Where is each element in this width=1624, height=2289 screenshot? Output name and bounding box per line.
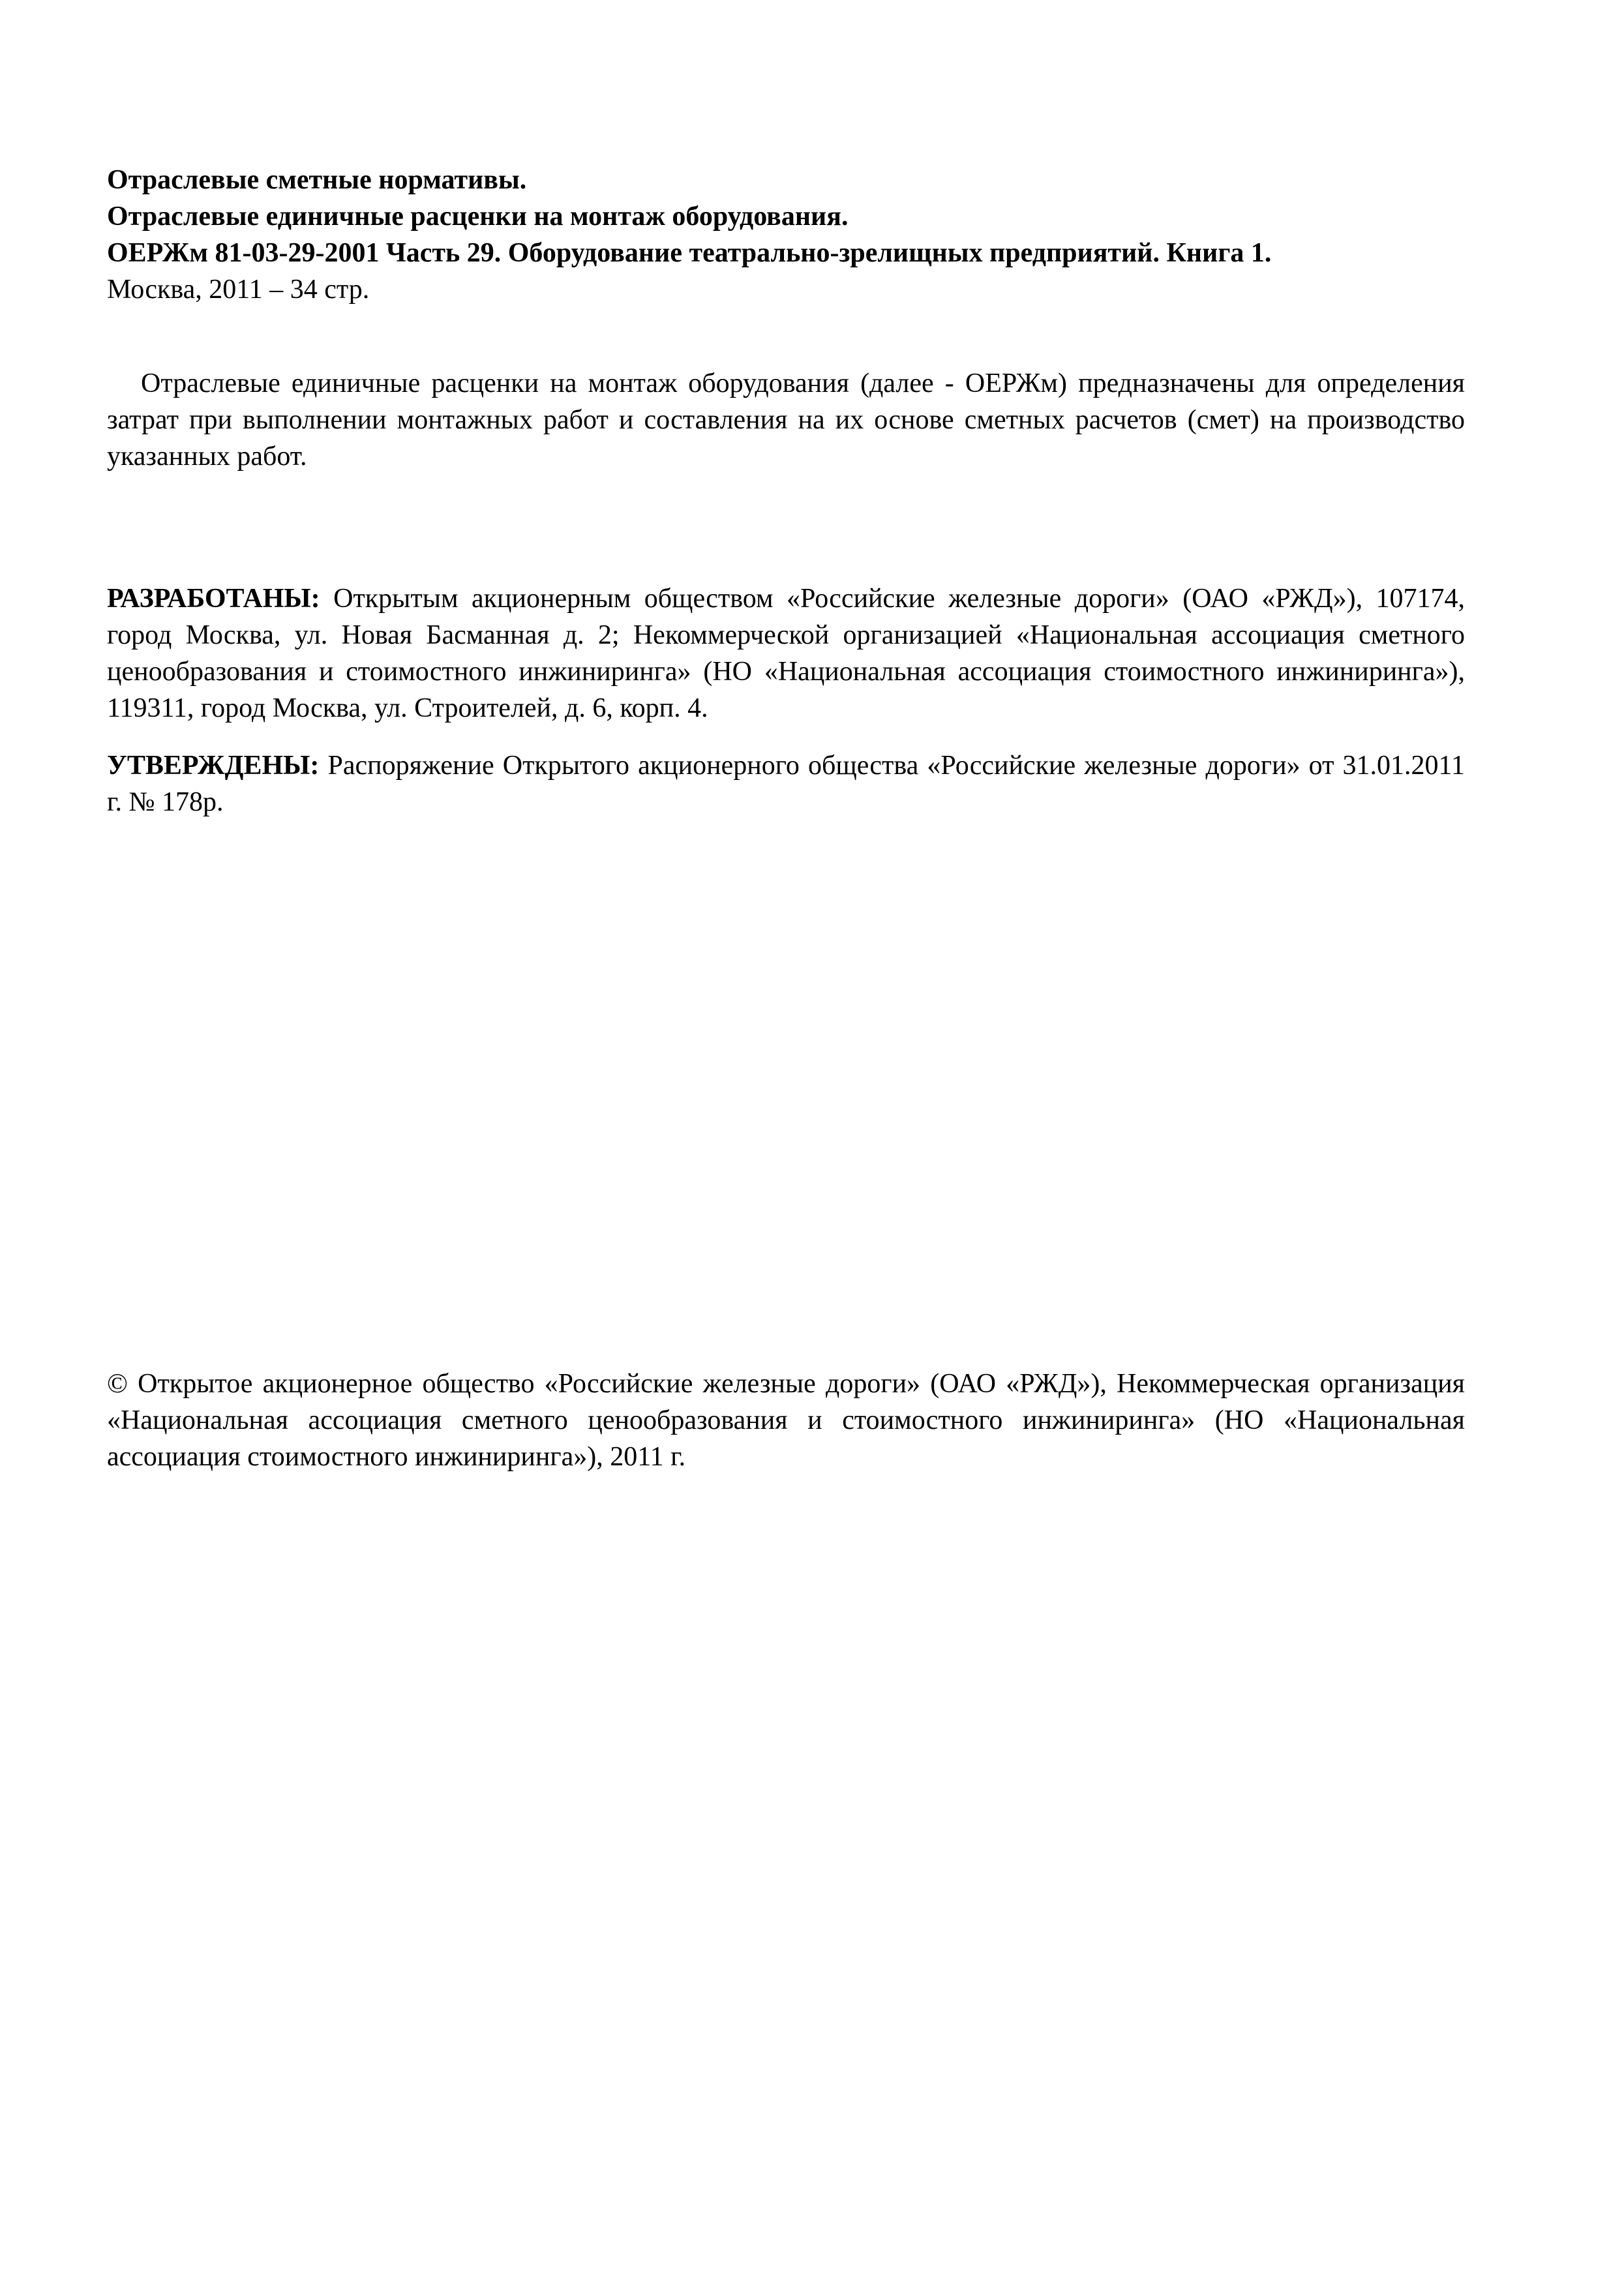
- developed-by-paragraph: [107, 580, 1465, 726]
- document-header: [107, 162, 1465, 308]
- header-title-line-1: Отраслевые сметные нормативы.: [107, 165, 527, 195]
- approved-label: УТВЕРЖДЕНЫ:: [107, 751, 320, 781]
- header-title-line-2: Отраслевые единичные расценки на монтаж оборудования.: [107, 202, 849, 232]
- approved-text: Распоряжение Открытого акционерного общества «Российские железные дороги» от 31.01.2011 г. № 178р.: [107, 751, 1466, 817]
- header-title-line-3: ОЕРЖм 81-03-29-2001 Часть 29. Оборудование театрально-зрелищных предприятий. Книга 1.: [107, 238, 1272, 268]
- developed-by-text: Открытым акционерным обществом «Российские железные дороги» (ОАО «РЖД»), 107174, город Москва, ул. Новая Басманная д. 2; Некоммерческой организацией «Национальная ассоциация сметного ценообразования и стоимостного инжиниринга» (НО «Национальная ассоциация стоимостного инжиниринга»), 119311, город Москва, ул. Строителей, д. 6, корп. 4.: [107, 584, 1466, 723]
- header-publication-info: Москва, 2011 – 34 стр.: [107, 275, 370, 305]
- intro-paragraph: Отраслевые единичные расценки на монтаж оборудования (далее - ОЕРЖм) предназначены для определения затрат при выполнении монтажных работ и составления на их основе сметных расчетов (смет) на производство указанных работ.: [107, 368, 1465, 471]
- copyright-paragraph: © Открытое акционерное общество «Российские железные дороги» (ОАО «РЖД»), Некоммерческая организация «Национальная ассоциация сметного ценообразования и стоимостного инжиниринга» (НО «Национальная ассоциация стоимостного инжиниринга»), 2011 г.: [107, 1369, 1465, 1472]
- developed-by-label: РАЗРАБОТАНЫ:: [107, 584, 320, 614]
- approved-paragraph: [107, 747, 1465, 820]
